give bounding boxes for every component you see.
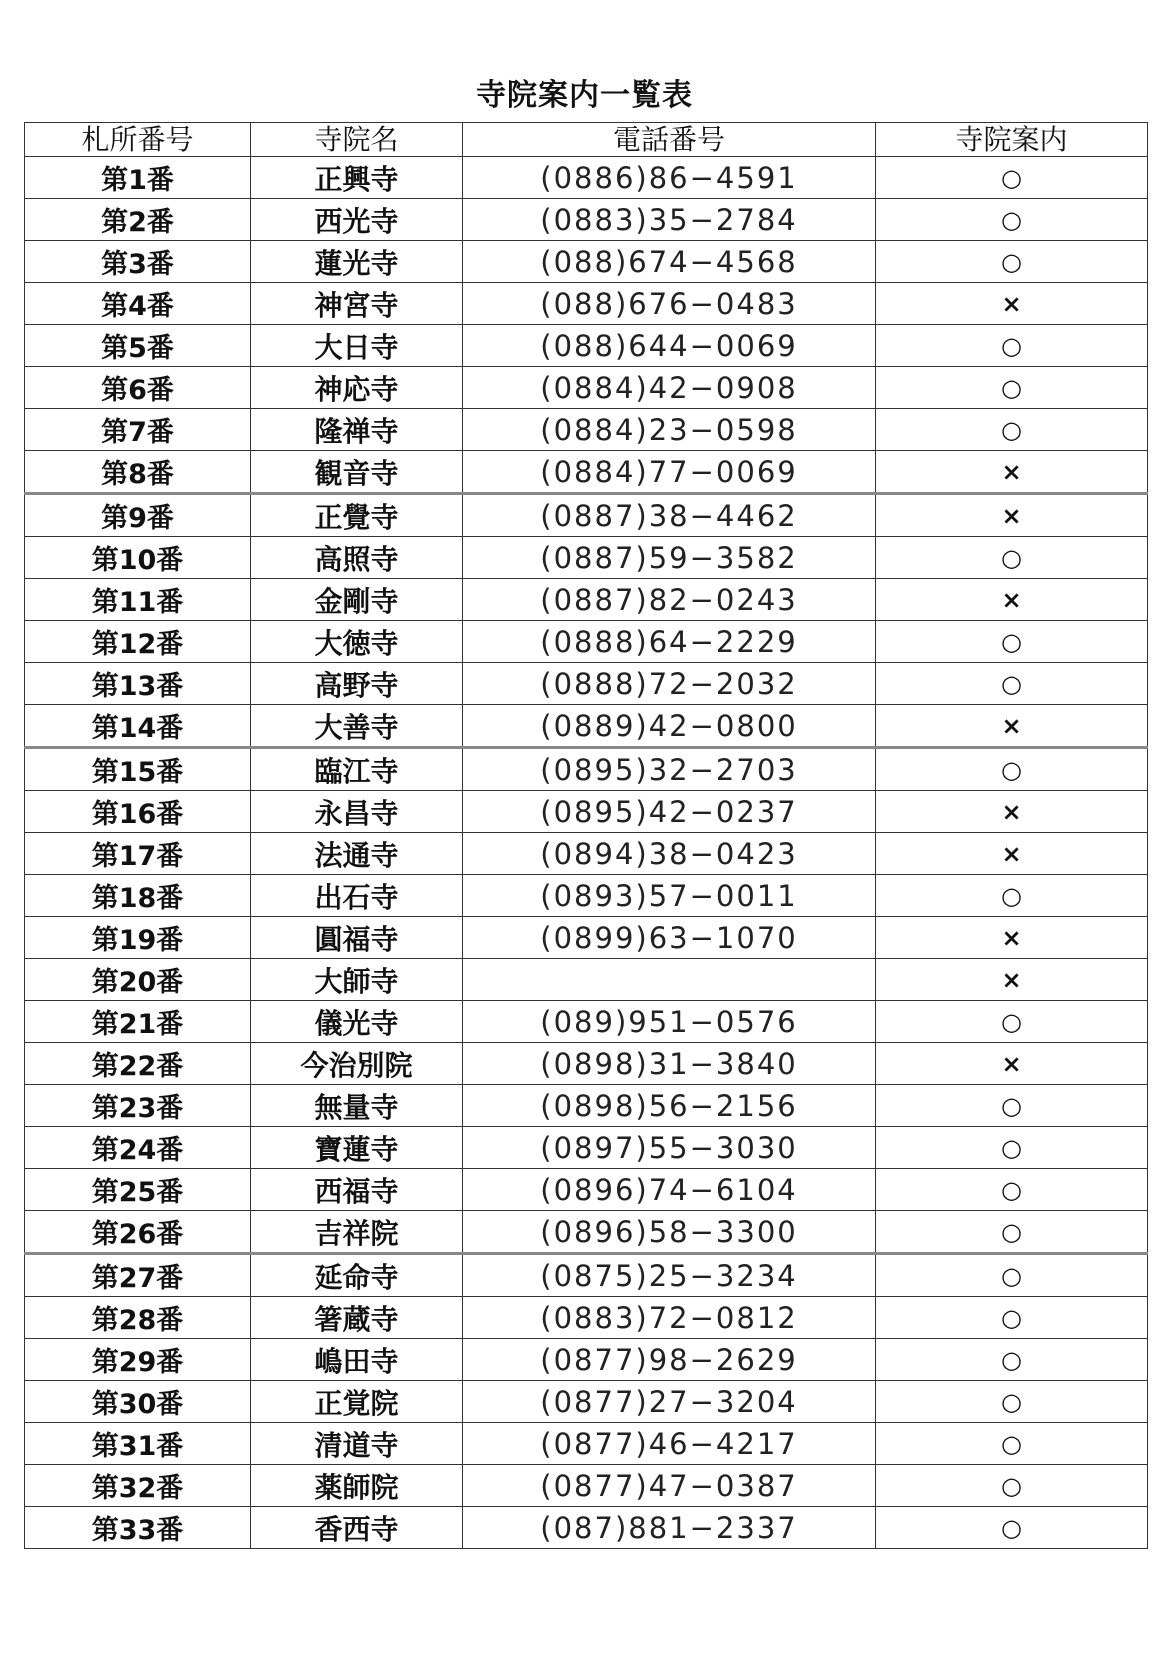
cell-guide: ○	[876, 1211, 1148, 1254]
cell-number: 第17番	[25, 833, 251, 875]
cell-temple-name: 正興寺	[251, 157, 463, 199]
cell-phone: (0877)98−2629	[463, 1339, 876, 1381]
header-row	[25, 123, 1148, 157]
header-phone: 電話番号	[463, 123, 876, 157]
cell-guide: ○	[876, 1339, 1148, 1381]
cell-temple-name: 圓福寺	[251, 917, 463, 959]
cell-number: 第7番	[25, 409, 251, 451]
cell-temple-name: 金剛寺	[251, 579, 463, 621]
cell-number: 第5番	[25, 325, 251, 367]
table-row	[25, 1507, 1148, 1549]
cell-number: 第4番	[25, 283, 251, 325]
table-row	[25, 199, 1148, 241]
cell-number: 第24番	[25, 1127, 251, 1169]
cell-phone: (0884)23−0598	[463, 409, 876, 451]
table-row	[25, 1211, 1148, 1254]
table-row	[25, 1043, 1148, 1085]
cell-guide: ○	[876, 663, 1148, 705]
cell-guide: ×	[876, 283, 1148, 325]
cell-guide: ×	[876, 1043, 1148, 1085]
cell-guide: ×	[876, 791, 1148, 833]
cell-guide: ○	[876, 409, 1148, 451]
cell-phone: (0895)32−2703	[463, 748, 876, 791]
cell-phone: (0897)55−3030	[463, 1127, 876, 1169]
table-row	[25, 241, 1148, 283]
cell-phone: (0898)31−3840	[463, 1043, 876, 1085]
cell-temple-name: 大善寺	[251, 705, 463, 748]
cell-number: 第16番	[25, 791, 251, 833]
header-number: 札所番号	[25, 123, 251, 157]
table-row	[25, 1085, 1148, 1127]
cell-guide: ○	[876, 1169, 1148, 1211]
cell-guide: ○	[876, 1001, 1148, 1043]
header-temple-name: 寺院名	[251, 123, 463, 157]
cell-phone: (0883)72−0812	[463, 1297, 876, 1339]
cell-phone: (088)674−4568	[463, 241, 876, 283]
cell-number: 第21番	[25, 1001, 251, 1043]
cell-number: 第14番	[25, 705, 251, 748]
cell-phone: (0899)63−1070	[463, 917, 876, 959]
table-row	[25, 1001, 1148, 1043]
table-row	[25, 1127, 1148, 1169]
cell-temple-name: 大日寺	[251, 325, 463, 367]
cell-temple-name: 臨江寺	[251, 748, 463, 791]
cell-number: 第12番	[25, 621, 251, 663]
table-row	[25, 705, 1148, 748]
table-row	[25, 959, 1148, 1001]
cell-number: 第26番	[25, 1211, 251, 1254]
cell-number: 第6番	[25, 367, 251, 409]
cell-number: 第15番	[25, 748, 251, 791]
cell-number: 第13番	[25, 663, 251, 705]
cell-guide: ○	[876, 537, 1148, 579]
cell-phone: (0877)27−3204	[463, 1381, 876, 1423]
table-row	[25, 1423, 1148, 1465]
cell-temple-name: 神宮寺	[251, 283, 463, 325]
cell-number: 第2番	[25, 199, 251, 241]
cell-phone: (0883)35−2784	[463, 199, 876, 241]
cell-temple-name: 薬師院	[251, 1465, 463, 1507]
table-row	[25, 621, 1148, 663]
cell-number: 第11番	[25, 579, 251, 621]
cell-temple-name: 神応寺	[251, 367, 463, 409]
cell-temple-name: 法通寺	[251, 833, 463, 875]
cell-number: 第3番	[25, 241, 251, 283]
cell-guide: ○	[876, 1465, 1148, 1507]
table-row	[25, 537, 1148, 579]
cell-guide: ○	[876, 748, 1148, 791]
temple-table	[24, 122, 1148, 1549]
cell-phone: (089)951−0576	[463, 1001, 876, 1043]
cell-phone: (0889)42−0800	[463, 705, 876, 748]
cell-guide: ×	[876, 451, 1148, 494]
cell-phone: (0884)77−0069	[463, 451, 876, 494]
cell-temple-name: 正覚院	[251, 1381, 463, 1423]
cell-number: 第8番	[25, 451, 251, 494]
cell-guide: ○	[876, 241, 1148, 283]
cell-guide: ○	[876, 1507, 1148, 1549]
cell-guide: ×	[876, 959, 1148, 1001]
cell-number: 第9番	[25, 494, 251, 537]
cell-phone: (0887)38−4462	[463, 494, 876, 537]
cell-temple-name: 出石寺	[251, 875, 463, 917]
table-row	[25, 494, 1148, 537]
cell-temple-name: 延命寺	[251, 1254, 463, 1297]
cell-number: 第31番	[25, 1423, 251, 1465]
table-row	[25, 1169, 1148, 1211]
cell-phone: (0898)56−2156	[463, 1085, 876, 1127]
page-title: 寺院案内一覧表	[476, 78, 693, 113]
table-row	[25, 1254, 1148, 1297]
header-guide: 寺院案内	[876, 123, 1148, 157]
cell-number: 第22番	[25, 1043, 251, 1085]
table-row	[25, 875, 1148, 917]
cell-number: 第28番	[25, 1297, 251, 1339]
cell-phone: (0894)38−0423	[463, 833, 876, 875]
cell-guide: ○	[876, 1254, 1148, 1297]
cell-guide: ×	[876, 579, 1148, 621]
cell-temple-name: 香西寺	[251, 1507, 463, 1549]
cell-phone: (0887)82−0243	[463, 579, 876, 621]
cell-phone: (0896)74−6104	[463, 1169, 876, 1211]
cell-guide: ×	[876, 494, 1148, 537]
cell-phone: (0887)59−3582	[463, 537, 876, 579]
cell-phone: (087)881−2337	[463, 1507, 876, 1549]
cell-number: 第20番	[25, 959, 251, 1001]
cell-temple-name: 高照寺	[251, 537, 463, 579]
cell-number: 第27番	[25, 1254, 251, 1297]
cell-guide: ○	[876, 367, 1148, 409]
table-row	[25, 325, 1148, 367]
table-row	[25, 451, 1148, 494]
cell-guide: ○	[876, 1085, 1148, 1127]
table-row	[25, 663, 1148, 705]
cell-guide: ○	[876, 157, 1148, 199]
table-row	[25, 1339, 1148, 1381]
cell-number: 第33番	[25, 1507, 251, 1549]
table-row	[25, 748, 1148, 791]
cell-guide: ○	[876, 325, 1148, 367]
cell-phone: (0875)25−3234	[463, 1254, 876, 1297]
cell-phone: (0888)72−2032	[463, 663, 876, 705]
cell-number: 第32番	[25, 1465, 251, 1507]
cell-temple-name: 大徳寺	[251, 621, 463, 663]
table-body	[25, 157, 1148, 1549]
cell-temple-name: 観音寺	[251, 451, 463, 494]
cell-temple-name: 永昌寺	[251, 791, 463, 833]
cell-temple-name: 寶蓮寺	[251, 1127, 463, 1169]
cell-number: 第30番	[25, 1381, 251, 1423]
cell-guide: ×	[876, 917, 1148, 959]
cell-guide: ○	[876, 1297, 1148, 1339]
table-row	[25, 157, 1148, 199]
table-row	[25, 1297, 1148, 1339]
table-row	[25, 409, 1148, 451]
cell-temple-name: 高野寺	[251, 663, 463, 705]
cell-phone: (0886)86−4591	[463, 157, 876, 199]
cell-temple-name: 蓮光寺	[251, 241, 463, 283]
cell-phone: (0888)64−2229	[463, 621, 876, 663]
cell-phone: (0896)58−3300	[463, 1211, 876, 1254]
cell-temple-name: 隆禅寺	[251, 409, 463, 451]
cell-phone	[463, 959, 876, 1001]
cell-temple-name: 西光寺	[251, 199, 463, 241]
cell-guide: ○	[876, 621, 1148, 663]
cell-guide: ○	[876, 1423, 1148, 1465]
cell-phone: (0877)47−0387	[463, 1465, 876, 1507]
cell-guide: ×	[876, 833, 1148, 875]
cell-temple-name: 箸蔵寺	[251, 1297, 463, 1339]
cell-guide: ○	[876, 875, 1148, 917]
table-row	[25, 1465, 1148, 1507]
cell-guide: ○	[876, 199, 1148, 241]
cell-phone: (088)644−0069	[463, 325, 876, 367]
table-row	[25, 833, 1148, 875]
cell-phone: (0893)57−0011	[463, 875, 876, 917]
cell-temple-name: 清道寺	[251, 1423, 463, 1465]
cell-guide: ○	[876, 1127, 1148, 1169]
table-row	[25, 579, 1148, 621]
cell-number: 第19番	[25, 917, 251, 959]
cell-temple-name: 無量寺	[251, 1085, 463, 1127]
table-row	[25, 791, 1148, 833]
cell-temple-name: 嶋田寺	[251, 1339, 463, 1381]
cell-phone: (088)676−0483	[463, 283, 876, 325]
cell-temple-name: 大師寺	[251, 959, 463, 1001]
cell-temple-name: 正覺寺	[251, 494, 463, 537]
table-row	[25, 1381, 1148, 1423]
cell-phone: (0884)42−0908	[463, 367, 876, 409]
cell-temple-name: 吉祥院	[251, 1211, 463, 1254]
cell-number: 第23番	[25, 1085, 251, 1127]
cell-number: 第29番	[25, 1339, 251, 1381]
cell-number: 第18番	[25, 875, 251, 917]
cell-temple-name: 西福寺	[251, 1169, 463, 1211]
cell-guide: ×	[876, 705, 1148, 748]
cell-phone: (0895)42−0237	[463, 791, 876, 833]
cell-number: 第1番	[25, 157, 251, 199]
table-row	[25, 917, 1148, 959]
cell-guide: ○	[876, 1381, 1148, 1423]
cell-number: 第25番	[25, 1169, 251, 1211]
table-row	[25, 367, 1148, 409]
cell-temple-name: 儀光寺	[251, 1001, 463, 1043]
cell-number: 第10番	[25, 537, 251, 579]
cell-temple-name: 今治別院	[251, 1043, 463, 1085]
cell-phone: (0877)46−4217	[463, 1423, 876, 1465]
table-row	[25, 283, 1148, 325]
